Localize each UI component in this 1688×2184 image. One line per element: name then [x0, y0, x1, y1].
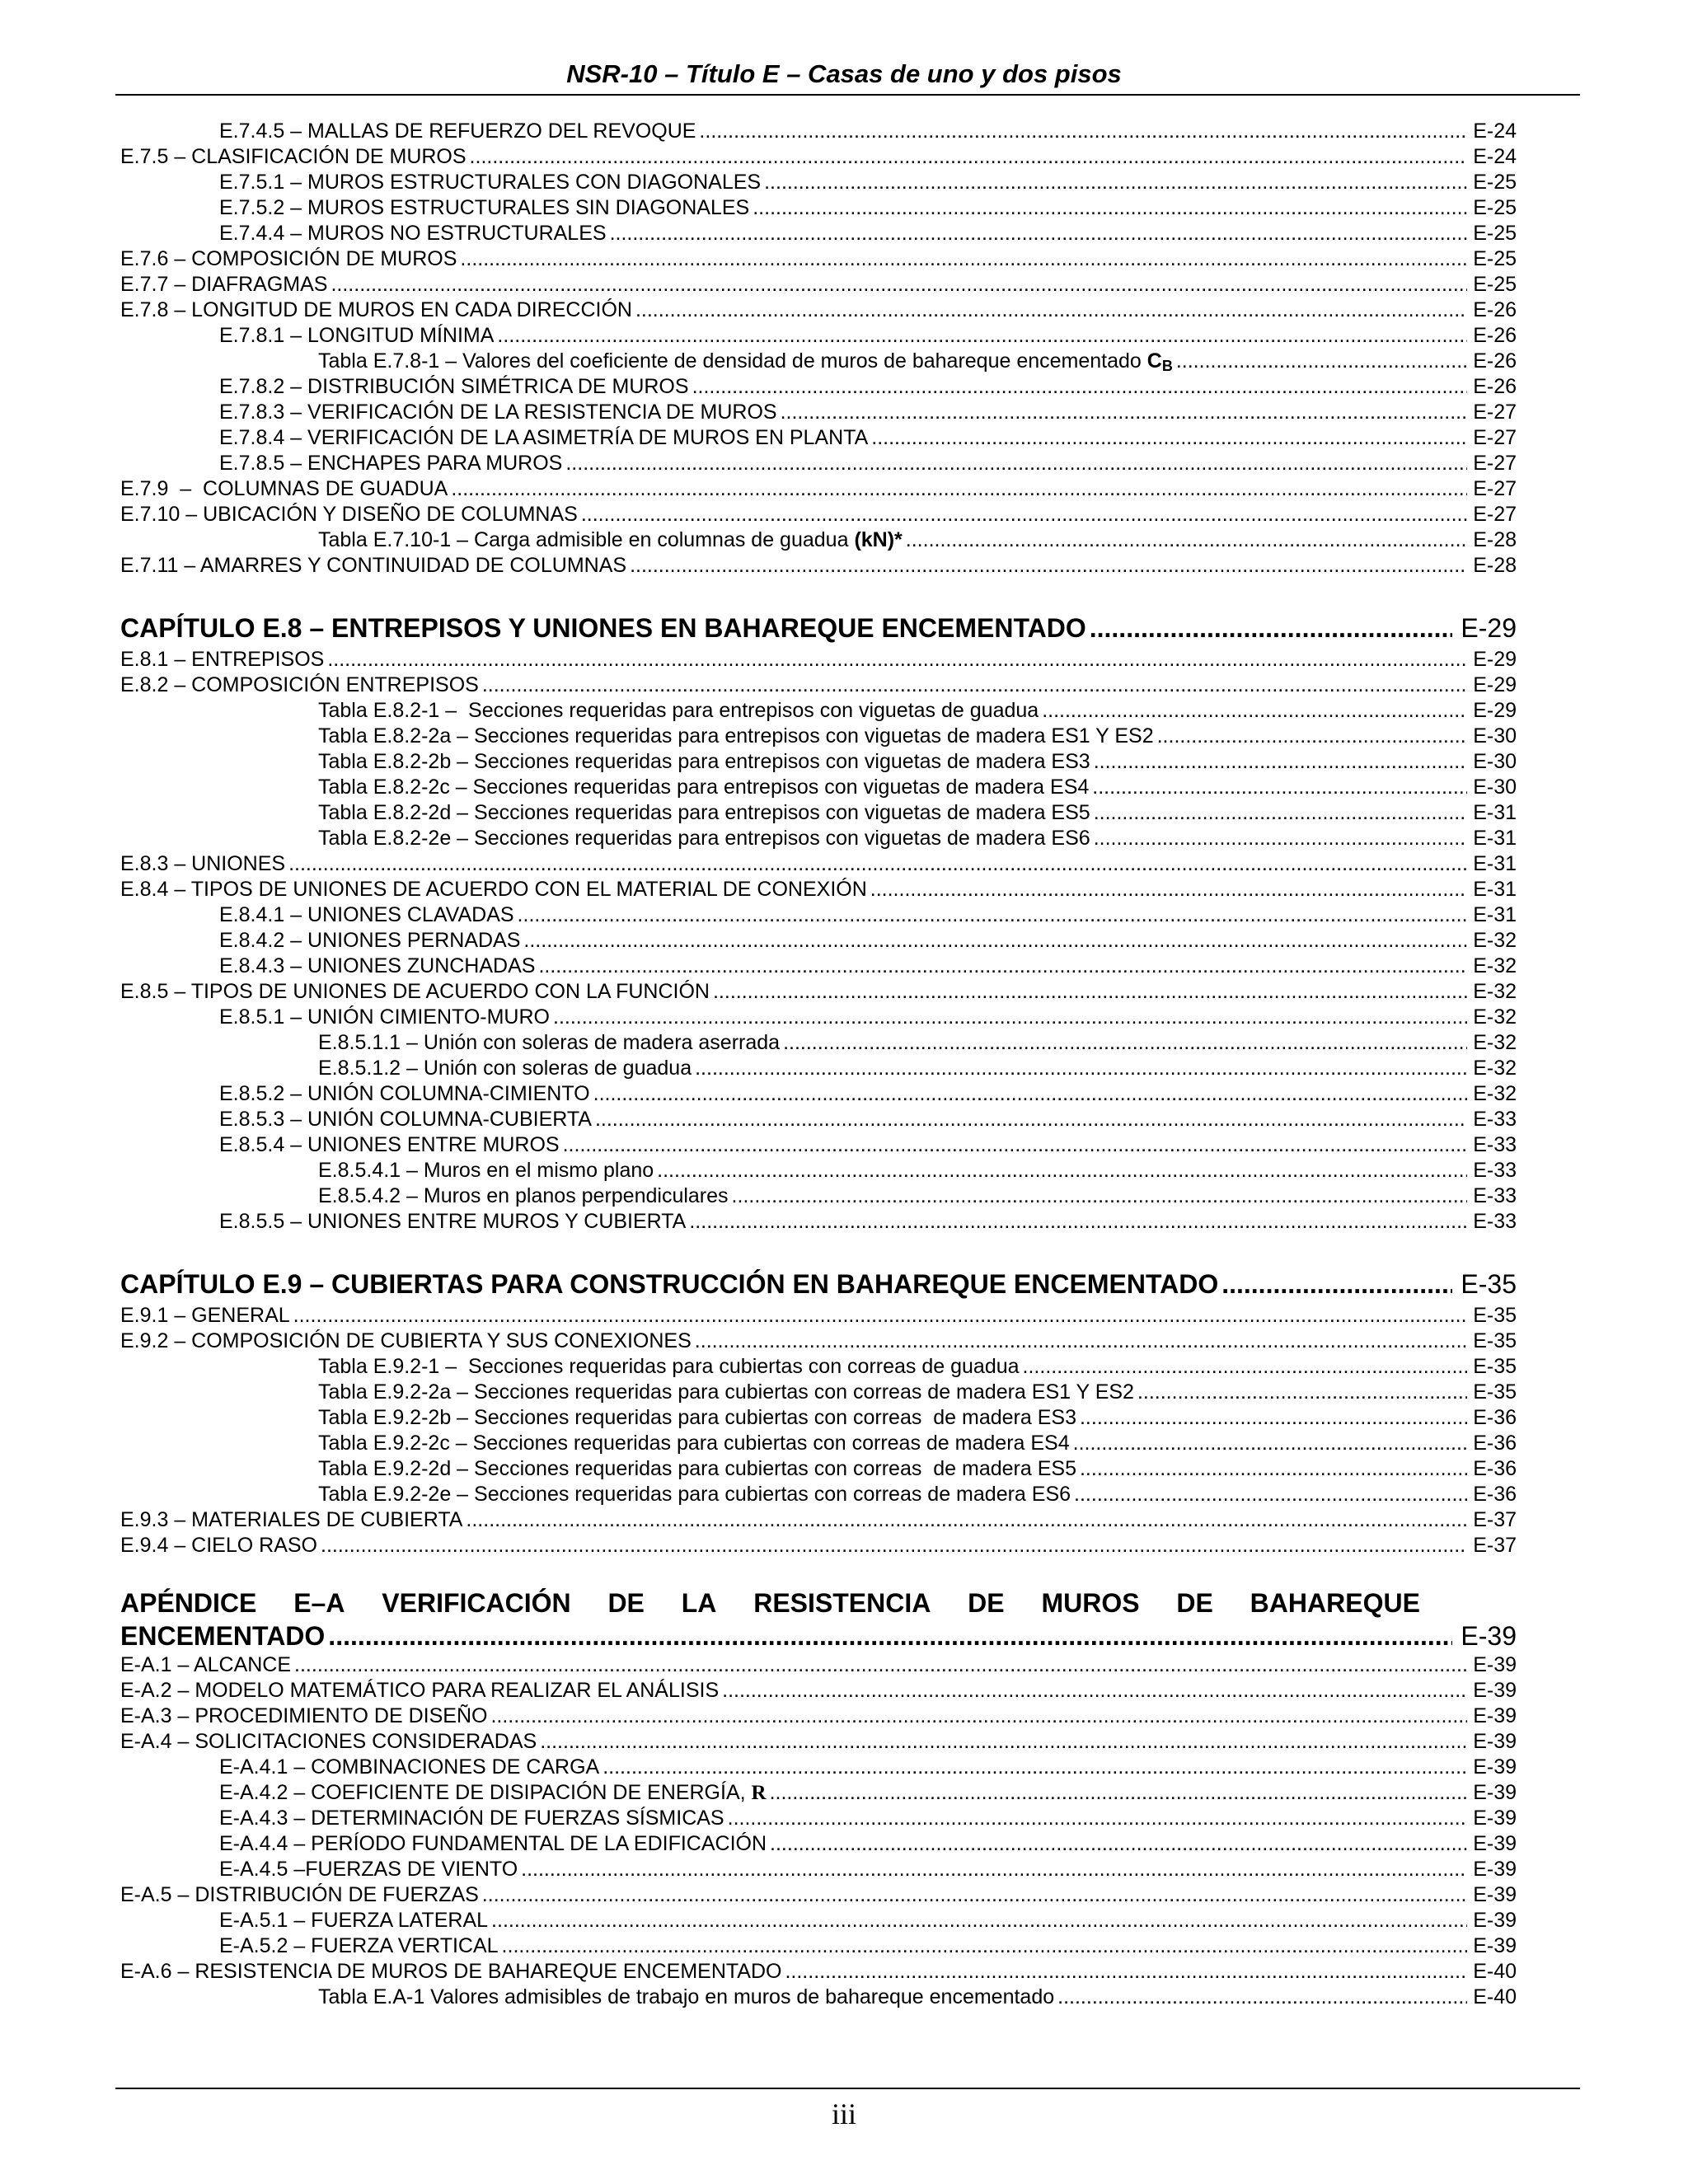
toc-entry[interactable]: [120, 374, 1517, 400]
footer-rule: [115, 2088, 1580, 2089]
dot-leader: [906, 527, 1467, 553]
toc-entry-page: E-33: [1473, 1133, 1517, 1156]
dot-leader: [328, 1619, 1452, 1652]
toc-entry[interactable]: [120, 724, 1517, 749]
dot-leader: [523, 928, 1467, 954]
dot-leader: [327, 647, 1467, 673]
toc-entry-page: E-39: [1473, 1755, 1517, 1779]
toc-entry-label: E.7.8.1 – LONGITUD MÍNIMA: [219, 324, 495, 347]
toc-entry-page: E-27: [1473, 503, 1517, 526]
toc-entry-label: E-A.4.5 –FUERZAS DE VIENTO: [219, 1858, 518, 1881]
toc-entry-label: E.7.5.1 – MUROS ESTRUCTURALES CON DIAGONALES: [219, 171, 762, 194]
toc-entry-label: E.9.1 – GENERAL: [120, 1304, 290, 1327]
chapter-heading-e8[interactable]: [120, 609, 1517, 647]
header-rule: [115, 94, 1580, 96]
toc-entry-page: E-25: [1473, 273, 1517, 296]
toc-entry[interactable]: [120, 221, 1517, 246]
dot-leader: [490, 1704, 1467, 1729]
toc-entry[interactable]: [120, 954, 1517, 979]
dot-leader: [699, 119, 1467, 144]
dot-leader: [497, 323, 1467, 349]
symbol-r: R: [751, 1782, 767, 1804]
toc-entry-page: E-29: [1473, 648, 1517, 671]
toc-entry-label: E.8.2 – COMPOSICIÓN ENTREPISOS: [120, 673, 479, 696]
toc-entry[interactable]: [120, 553, 1517, 579]
toc-entry-page: E-29: [1473, 673, 1517, 696]
toc-entry-page: E-32: [1473, 1005, 1517, 1029]
dot-leader: [470, 144, 1467, 170]
toc-entry-label: E.8.1 – ENTREPISOS: [120, 648, 325, 671]
toc-entry-label: E.7.4.5 – MALLAS DE REFUERZO DEL REVOQUE: [219, 120, 696, 143]
chapter-page: E-35: [1461, 1269, 1517, 1299]
toc-entry[interactable]: [120, 1354, 1517, 1380]
dot-leader: [1057, 1985, 1467, 2010]
toc-entry-label: E-A.5.1 – FUERZA LATERAL: [219, 1909, 489, 1932]
dot-leader: [635, 298, 1467, 323]
toc-entry-label: E.7.4.4 – MUROS NO ESTRUCTURALES: [219, 222, 607, 245]
dot-leader: [553, 1005, 1467, 1030]
page-number: iii: [831, 2097, 856, 2130]
toc-entry-page: E-27: [1473, 426, 1517, 449]
dot-leader: [695, 1329, 1467, 1354]
chapter-title: CAPÍTULO E.8 – ENTREPISOS Y UNIONES EN BAHAREQUE ENCEMENTADO: [120, 613, 1086, 643]
dot-leader: [466, 1507, 1467, 1533]
dot-leader: [657, 1158, 1467, 1183]
toc-entry[interactable]: [120, 246, 1517, 272]
dot-leader: [770, 1780, 1467, 1806]
toc-entry[interactable]: [120, 1729, 1517, 1755]
dot-leader: [482, 1882, 1467, 1908]
toc-entry-page: E-32: [1473, 1031, 1517, 1054]
toc-entry-page: E-32: [1473, 929, 1517, 952]
toc-entry[interactable]: [120, 775, 1517, 800]
dot-leader: [491, 1908, 1467, 1933]
toc-entry-label: E.9.4 – CIELO RASO: [120, 1534, 317, 1557]
toc-entry-label: E.8.5.4.2 – Muros en planos perpendiculares: [318, 1184, 729, 1207]
toc-entry-page: E-25: [1473, 171, 1517, 194]
toc-entry-page: E-39: [1473, 1858, 1517, 1881]
chapter-title: CAPÍTULO E.9 – CUBIERTAS PARA CONSTRUCCIÓN EN BAHAREQUE ENCEMENTADO: [120, 1269, 1219, 1299]
dot-leader: [1042, 698, 1467, 724]
toc-entry-page: E-24: [1473, 120, 1517, 143]
toc-entry-label: E.8.5.4.1 – Muros en el mismo plano: [318, 1159, 654, 1182]
toc-entry-page: E-30: [1473, 750, 1517, 773]
toc-entry-label: E.7.7 – DIAFRAGMAS: [120, 273, 328, 296]
toc-entry[interactable]: [120, 877, 1517, 902]
toc-entry-label: E.8.4.1 – UNIONES CLAVADAS: [219, 903, 514, 926]
toc-entry[interactable]: [120, 272, 1517, 298]
toc-entry-label: Tabla E.8.2-2e – Secciones requeridas para entrepisos con viguetas de madera ES6: [318, 827, 1090, 850]
toc-entry[interactable]: [120, 1908, 1517, 1933]
toc-entry-page: E-26: [1473, 324, 1517, 347]
toc-entry[interactable]: [120, 1933, 1517, 1959]
toc-entry[interactable]: [120, 1704, 1517, 1729]
appendix-title-continued: ENCEMENTADO: [120, 1621, 326, 1651]
appendix-title-word: APÉNDICE: [120, 1588, 257, 1618]
toc-entry-page: E-32: [1473, 1082, 1517, 1105]
toc-entry[interactable]: [120, 1755, 1517, 1780]
toc-entry[interactable]: [120, 527, 1517, 553]
dot-leader: [593, 1081, 1467, 1107]
toc-entry-label: E-A.4.3 – DETERMINACIÓN DE FUERZAS SÍSMICAS: [219, 1807, 724, 1830]
toc-entry-label: Tabla E.9.2-2b – Secciones requeridas para cubiertas con correas de madera ES3: [318, 1406, 1076, 1429]
toc-entry[interactable]: [120, 451, 1517, 476]
toc-entry[interactable]: [120, 826, 1517, 851]
chapter-heading-e9[interactable]: [120, 1265, 1517, 1303]
toc-entry-label: Tabla E.8.2-2d – Secciones requeridas para entrepisos con viguetas de madera ES5: [318, 801, 1090, 824]
dot-leader: [770, 1831, 1467, 1857]
toc-entry-label: E-A.2 – MODELO MATEMÁTICO PARA REALIZAR EL ANÁLISIS: [120, 1679, 720, 1702]
toc-entry-label: E.7.8.2 – DISTRIBUCIÓN SIMÉTRICA DE MUROS: [219, 375, 689, 398]
dot-leader: [781, 400, 1467, 425]
appendix-title-word: DE: [607, 1588, 645, 1618]
toc-entry-label: E.7.5.2 – MUROS ESTRUCTURALES SIN DIAGONALES: [219, 196, 750, 219]
toc-entry[interactable]: [120, 647, 1517, 673]
dot-leader: [1221, 1265, 1452, 1303]
toc-entry[interactable]: [120, 1678, 1517, 1704]
dot-leader: [753, 195, 1467, 221]
symbol-c: C: [1146, 349, 1162, 373]
dot-leader: [610, 221, 1467, 246]
appendix-title-word: DE: [968, 1588, 1005, 1618]
toc-entry-label: Tabla E.A-1 Valores admisibles de trabajo en muros de bahareque encementado: [318, 1985, 1055, 2008]
toc-entry-label: E-A.5.2 – FUERZA VERTICAL: [219, 1934, 499, 1957]
toc-entry[interactable]: [120, 1303, 1517, 1329]
toc-entry-label: [219, 1780, 767, 1806]
toc-entry-label: E.8.5.1 – UNIÓN CIMIENTO-MURO: [219, 1005, 550, 1029]
toc-entry-page: E-31: [1473, 903, 1517, 926]
dot-leader: [1137, 1380, 1467, 1405]
dot-leader: [1080, 1456, 1467, 1482]
toc-entry-page: E-37: [1473, 1534, 1517, 1557]
toc-entry-page: E-31: [1473, 801, 1517, 824]
toc-entry[interactable]: [120, 170, 1517, 195]
toc-entry-page: E-35: [1473, 1355, 1517, 1378]
toc-entry-page: E-27: [1473, 477, 1517, 500]
toc-entry-page: E-35: [1473, 1329, 1517, 1352]
dot-leader: [764, 170, 1467, 195]
dot-leader: [331, 272, 1467, 298]
toc-entry-label: E.7.8.5 – ENCHAPES PARA MUROS: [219, 452, 563, 475]
dot-leader: [1073, 1431, 1467, 1456]
dot-leader: [603, 1755, 1467, 1780]
dot-leader: [1080, 1405, 1467, 1431]
toc-entry-label: E.9.2 – COMPOSICIÓN DE CUBIERTA Y SUS CONEXIONES: [120, 1329, 692, 1352]
toc-entry[interactable]: [120, 298, 1517, 323]
toc-entry-page: E-33: [1473, 1210, 1517, 1233]
toc-entry-page: E-39: [1473, 1909, 1517, 1932]
toc-entry-page: E-40: [1473, 1960, 1517, 1983]
toc-entry-label: Tabla E.9.2-2d – Secciones requeridas para cubiertas con correas de madera ES5: [318, 1457, 1076, 1480]
toc-entry-label: Tabla E.8.2-2c – Secciones requeridas para entrepisos con viguetas de madera ES4: [318, 776, 1090, 799]
toc-entry[interactable]: [120, 1081, 1517, 1107]
appendix-title-word: RESISTENCIA: [753, 1588, 931, 1618]
toc-entry-label: E.7.8 – LONGITUD DE MUROS EN CADA DIRECCIÓN: [120, 298, 632, 321]
dot-leader: [451, 476, 1467, 502]
toc-entry[interactable]: [120, 979, 1517, 1005]
running-header-title: NSR-10 – Título E – Casas de uno y dos pisos: [566, 59, 1122, 88]
dot-leader: [689, 1209, 1467, 1235]
dot-leader: [1092, 775, 1467, 800]
toc-entry-page: E-39: [1473, 1807, 1517, 1830]
toc-entry-label: Tabla E.9.2-2c – Secciones requeridas para cubiertas con correas de madera ES4: [318, 1432, 1070, 1455]
dot-leader: [713, 979, 1467, 1005]
dot-leader: [695, 1056, 1467, 1081]
toc-entry[interactable]: [120, 673, 1517, 698]
toc-entry-page: E-39: [1473, 1653, 1517, 1676]
toc-entry-page: E-39: [1473, 1883, 1517, 1906]
toc-entry[interactable]: [120, 144, 1517, 170]
dot-leader: [321, 1533, 1467, 1558]
dot-leader: [728, 1806, 1467, 1831]
toc-entry[interactable]: [120, 1158, 1517, 1183]
toc-entry[interactable]: [120, 928, 1517, 954]
toc-entry[interactable]: [120, 1380, 1517, 1405]
toc-entry[interactable]: [120, 1985, 1517, 2010]
toc-entry-label: [318, 527, 903, 553]
toc-entry[interactable]: [120, 1329, 1517, 1354]
toc-entry-label: E.8.5.2 – UNIÓN COLUMNA-CIMIENTO: [219, 1082, 590, 1105]
toc-entry-label: Tabla E.8.2-1 – Secciones requeridas para entrepisos con viguetas de guadua: [318, 699, 1039, 722]
toc-entry-page: E-32: [1473, 954, 1517, 977]
symbol-subscript-b: B: [1161, 358, 1173, 374]
toc-entry-page: E-37: [1473, 1508, 1517, 1531]
toc-entry-page: E-36: [1473, 1406, 1517, 1429]
toc-entry-page: E-28: [1473, 528, 1517, 551]
toc-entry-page: E-31: [1473, 827, 1517, 850]
dot-leader: [1176, 349, 1467, 374]
dot-leader: [732, 1183, 1467, 1209]
toc-entry-page: E-27: [1473, 452, 1517, 475]
dot-leader: [1023, 1354, 1467, 1380]
toc-entry-page: E-31: [1473, 878, 1517, 901]
toc-entry[interactable]: [120, 1005, 1517, 1030]
appendix-title-word: VERIFICACIÓN: [382, 1588, 571, 1618]
toc-entry-label: E.7.11 – AMARRES Y CONTINUIDAD DE COLUMNAS: [120, 554, 627, 577]
toc-entry[interactable]: [120, 349, 1517, 374]
dot-leader: [1094, 826, 1467, 851]
toc-entry[interactable]: [120, 1431, 1517, 1456]
toc-entry-page: E-26: [1473, 349, 1517, 373]
dot-leader: [870, 877, 1467, 902]
toc-entry[interactable]: [120, 800, 1517, 826]
toc-entry[interactable]: [120, 1857, 1517, 1882]
dot-leader: [521, 1857, 1467, 1882]
toc-entry[interactable]: [120, 425, 1517, 451]
toc-entry[interactable]: [120, 1107, 1517, 1132]
toc-entry[interactable]: [120, 119, 1517, 144]
appendix-title-word: BAHAREQUE: [1250, 1588, 1420, 1618]
toc-entry-page: E-33: [1473, 1159, 1517, 1182]
toc-entry-label: E.8.5 – TIPOS DE UNIONES DE ACUERDO CON LA FUNCIÓN: [120, 980, 710, 1003]
toc-entry-label: E.7.10 – UBICACIÓN Y DISEÑO DE COLUMNAS: [120, 503, 578, 526]
toc-entry[interactable]: [120, 1959, 1517, 1985]
toc-entry-page: E-32: [1473, 980, 1517, 1003]
toc-entry[interactable]: [120, 698, 1517, 724]
dot-leader: [294, 1652, 1467, 1678]
dot-leader: [293, 1303, 1467, 1329]
toc-entry[interactable]: [120, 400, 1517, 425]
toc-entry-label: E.8.5.1.2 – Unión con soleras de guadua: [318, 1057, 692, 1080]
toc-entry[interactable]: [120, 1132, 1517, 1158]
toc-entry-label: Tabla E.9.2-1 – Secciones requeridas para cubiertas con correas de guadua: [318, 1355, 1020, 1378]
toc-entry-page: E-35: [1473, 1380, 1517, 1404]
toc-entry-page: E-39: [1473, 1704, 1517, 1727]
toc-entry-page: E-39: [1473, 1679, 1517, 1702]
toc-entry-page: E-39: [1473, 1832, 1517, 1855]
toc-entry-label: E-A.4 – SOLICITACIONES CONSIDERADAS: [120, 1730, 537, 1753]
toc-entry-page: E-33: [1473, 1184, 1517, 1207]
toc-entry-page: E-32: [1473, 1057, 1517, 1080]
toc-entry-label: E.7.6 – COMPOSICIÓN DE MUROS: [120, 247, 457, 270]
toc-entry[interactable]: [120, 1806, 1517, 1831]
toc-entry[interactable]: [120, 851, 1517, 877]
toc-entry[interactable]: [120, 1831, 1517, 1857]
toc-entry[interactable]: [120, 749, 1517, 775]
toc-entry-label: Tabla E.8.2-2a – Secciones requeridas para entrepisos con viguetas de madera ES1 Y ES2: [318, 724, 1154, 748]
appendix-title-word: MUROS: [1041, 1588, 1140, 1618]
toc-entry-label: E.9.3 – MATERIALES DE CUBIERTA: [120, 1508, 463, 1531]
toc-entry-page: E-29: [1473, 699, 1517, 722]
dot-leader: [565, 451, 1467, 476]
toc-entry-label: E-A.3 – PROCEDIMIENTO DE DISEÑO: [120, 1704, 488, 1727]
dot-leader: [518, 902, 1467, 928]
dot-leader: [563, 1132, 1467, 1158]
toc-entry-page: E-35: [1473, 1304, 1517, 1327]
dot-leader: [1094, 800, 1467, 826]
toc-entry-text: Tabla E.7.10-1 – Carga admisible en columnas de guadua: [318, 528, 849, 551]
toc-entry[interactable]: [120, 1882, 1517, 1908]
appendix-page: E-39: [1461, 1621, 1517, 1651]
toc-entry-page: E-27: [1473, 401, 1517, 424]
toc-entry-label: E.7.5 – CLASIFICACIÓN DE MUROS: [120, 145, 467, 168]
dot-leader: [783, 1030, 1467, 1056]
toc-entry-text: E-A.4.2 – COEFICIENTE DE DISIPACIÓN DE ENERGÍA,: [219, 1781, 746, 1804]
toc-entry[interactable]: [120, 1456, 1517, 1482]
toc-entry-label: Tabla E.9.2-2a – Secciones requeridas para cubiertas con correas de madera ES1 Y ES2: [318, 1380, 1134, 1404]
toc-entry-page: E-25: [1473, 222, 1517, 245]
toc-entry[interactable]: [120, 1780, 1517, 1806]
toc-entry[interactable]: [120, 1056, 1517, 1081]
toc-entry-page: E-25: [1473, 247, 1517, 270]
toc-entry[interactable]: [120, 1507, 1517, 1533]
dot-leader: [630, 553, 1467, 579]
dot-leader: [460, 246, 1467, 272]
appendix-title-word: DE: [1176, 1588, 1213, 1618]
toc-entry-page: E-30: [1473, 724, 1517, 748]
toc-entry-label: E-A.5 – DISTRIBUCIÓN DE FUERZAS: [120, 1883, 479, 1906]
toc-entry[interactable]: [120, 902, 1517, 928]
toc-entry-label: E.8.5.1.1 – Unión con soleras de madera aserrada: [318, 1031, 781, 1054]
dot-leader: [692, 374, 1467, 400]
appendix-heading-line2[interactable]: [120, 1619, 1517, 1652]
toc-entry-label: E-A.1 – ALCANCE: [120, 1653, 292, 1676]
toc-entry-label: E.8.5.5 – UNIONES ENTRE MUROS Y CUBIERTA: [219, 1210, 687, 1233]
dot-leader: [1094, 749, 1467, 775]
appendix-title-word: E–A: [293, 1588, 345, 1618]
toc-entry-page: E-33: [1473, 1108, 1517, 1131]
dot-leader: [482, 673, 1467, 698]
dot-leader: [1157, 724, 1467, 749]
toc-entry-label: E-A.6 – RESISTENCIA DE MUROS DE BAHAREQUE ENCEMENTADO: [120, 1960, 782, 1983]
toc-entry-page: E-39: [1473, 1781, 1517, 1804]
dot-leader: [581, 502, 1467, 527]
toc-entry-page: E-39: [1473, 1730, 1517, 1753]
toc-entry-page: E-28: [1473, 554, 1517, 577]
toc-entry-page: E-24: [1473, 145, 1517, 168]
toc-entry[interactable]: [120, 476, 1517, 502]
dot-leader: [288, 851, 1467, 877]
toc-entry-label: E.7.8.3 – VERIFICACIÓN DE LA RESISTENCIA DE MUROS: [219, 401, 777, 424]
dot-leader: [871, 425, 1467, 451]
toc-entry-page: E-26: [1473, 375, 1517, 398]
toc-entry-label: E.8.4 – TIPOS DE UNIONES DE ACUERDO CON EL MATERIAL DE CONEXIÓN: [120, 878, 867, 901]
dot-leader: [1090, 609, 1452, 647]
dot-leader: [538, 954, 1467, 979]
toc-entry[interactable]: [120, 1533, 1517, 1558]
dot-leader: [595, 1107, 1467, 1132]
toc-entry-label: E.8.4.2 – UNIONES PERNADAS: [219, 929, 521, 952]
toc-entry-page: E-25: [1473, 196, 1517, 219]
dot-leader: [502, 1933, 1467, 1959]
toc-entry[interactable]: [120, 1482, 1517, 1507]
dot-leader: [1074, 1482, 1467, 1507]
toc-entry[interactable]: [120, 1030, 1517, 1056]
toc-entry[interactable]: [120, 323, 1517, 349]
toc-entry-label: E.8.5.3 – UNIÓN COLUMNA-CUBIERTA: [219, 1108, 592, 1131]
toc-entry[interactable]: [120, 195, 1517, 221]
toc-entry-page: E-40: [1473, 1985, 1517, 2008]
toc-entry[interactable]: [120, 502, 1517, 527]
toc-entry[interactable]: [120, 1405, 1517, 1431]
appendix-heading-line1[interactable]: [120, 1586, 1517, 1619]
toc-entry-page: E-36: [1473, 1432, 1517, 1455]
dot-leader: [540, 1729, 1467, 1755]
toc-entry-page: E-39: [1473, 1934, 1517, 1957]
toc-entry-page: E-31: [1473, 852, 1517, 875]
unit-kn: (kN)*: [854, 528, 903, 551]
toc-entry[interactable]: [120, 1183, 1517, 1209]
toc-entry-label: Tabla E.8.2-2b – Secciones requeridas para entrepisos con viguetas de madera ES3: [318, 750, 1090, 773]
toc-entry-page: E-36: [1473, 1483, 1517, 1506]
chapter-page: E-29: [1461, 613, 1517, 643]
toc-entry-page: E-30: [1473, 776, 1517, 799]
toc-entry[interactable]: [120, 1652, 1517, 1678]
toc-entry-text: Tabla E.7.8-1 – Valores del coeficiente de densidad de muros de bahareque encementado: [318, 349, 1142, 373]
dot-leader: [722, 1678, 1467, 1704]
toc-entry-label: E.8.5.4 – UNIONES ENTRE MUROS: [219, 1133, 560, 1156]
toc-entry-label: E.8.4.3 – UNIONES ZUNCHADAS: [219, 954, 536, 977]
toc-entry[interactable]: [120, 1209, 1517, 1235]
toc-entry-label: E.7.9 – COLUMNAS DE GUADUA: [120, 477, 448, 500]
appendix-title-word: LA: [681, 1588, 717, 1618]
toc-entry-page: E-26: [1473, 298, 1517, 321]
toc-entry-page: E-36: [1473, 1457, 1517, 1480]
toc-entry-label: E.8.3 – UNIONES: [120, 852, 286, 875]
table-of-contents: [120, 119, 1517, 2010]
toc-entry-label: E-A.4.1 – COMBINACIONES DE CARGA: [219, 1755, 600, 1779]
dot-leader: [785, 1959, 1467, 1985]
toc-entry-label: E-A.4.4 – PERÍODO FUNDAMENTAL DE LA EDIFICACIÓN: [219, 1832, 767, 1855]
toc-entry-label: E.7.8.4 – VERIFICACIÓN DE LA ASIMETRÍA DE MUROS EN PLANTA: [219, 426, 869, 449]
toc-entry-label: Tabla E.9.2-2e – Secciones requeridas para cubiertas con correas de madera ES6: [318, 1483, 1071, 1506]
